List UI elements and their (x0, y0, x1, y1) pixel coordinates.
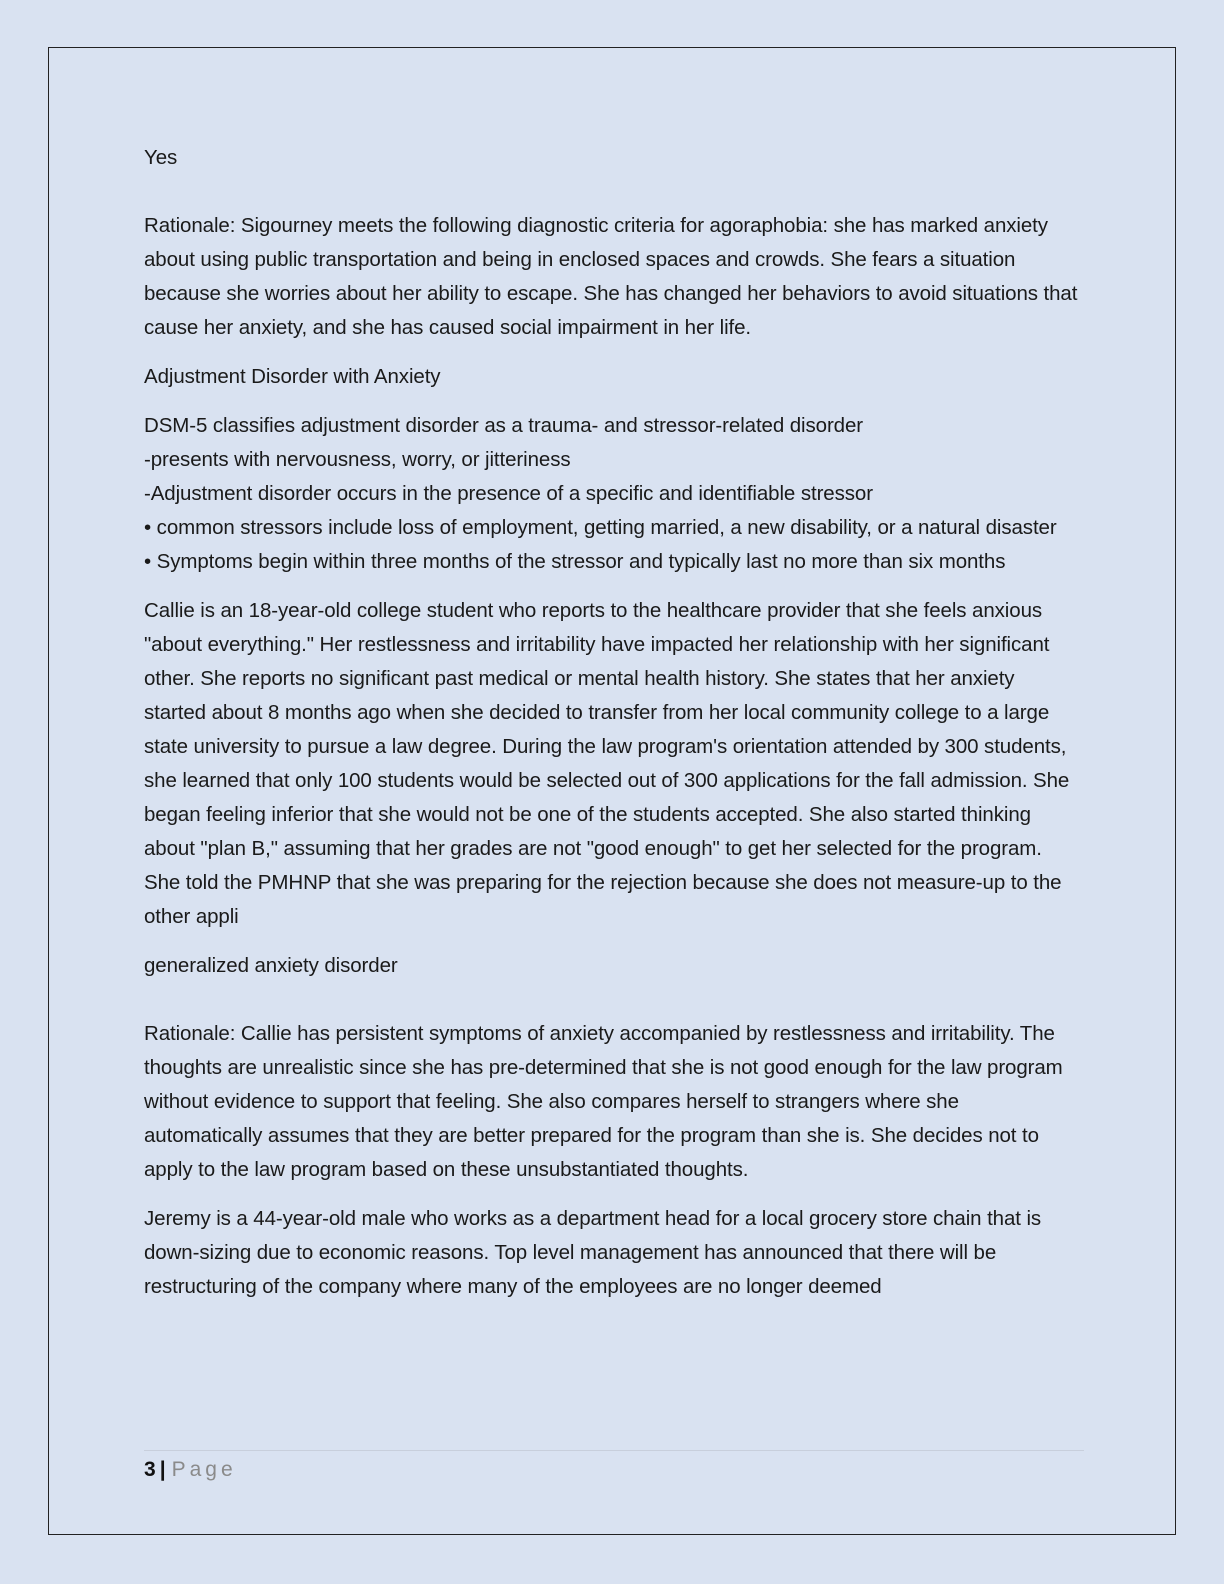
note-bullet: • Symptoms begin within three months of the stressor and typically last no more than six months (144, 550, 1006, 573)
page-label: Page (171, 1458, 237, 1481)
note-line: -Adjustment disorder occurs in the presence of a specific and identifiable stressor (144, 482, 873, 505)
case-callie: Callie is an 18-year-old college student who reports to the healthcare provider that she feels anxious "about everything." Her restlessness and irritability have impacted her relationship with her significant other. She reports no significant past medical or mental health history. She states that her anxiety started about 8 months ago when she decided to transfer from her local community college to a large state university to pursue a law degree. During the law program's orientation attended by 300 students, she learned that only 100 students would be selected out of 300 applications for the fall admission. She began feeling inferior that she would not be one of the students accepted. She also started thinking about "plan B," assuming that her grades are not "good enough" to get her selected for the program. She told the PMHNP that she was preparing for the rejection because she does not measure-up to the other appli (144, 599, 1070, 928)
adjustment-disorder-notes (144, 409, 1079, 579)
document-body (144, 141, 1079, 1304)
footer-divider (144, 1450, 1084, 1451)
diagnosis-gad: generalized anxiety disorder (144, 954, 398, 977)
page-number: 3 (144, 1458, 156, 1481)
rationale-sigourney: Rationale: Sigourney meets the following diagnostic criteria for agoraphobia: she has marked anxiety about using public transportation and being in enclosed spaces and crowds. She fears a situation because she worries about her ability to escape. She has changed her behaviors to avoid situations that cause her anxiety, and she has caused social impairment in her life. (144, 214, 1078, 339)
page-footer (144, 1455, 237, 1485)
rationale-callie: Rationale: Callie has persistent symptoms of anxiety accompanied by restlessness and irritability. The thoughts are unrealistic since she has pre-determined that she is not good enough for the law program without evidence to support that feeling. She also compares herself to strangers where she automatically assumes that they are better prepared for the program than she is. She decides not to apply to the law program based on these unsubstantiated thoughts. (144, 1022, 1063, 1181)
case-jeremy: Jeremy is a 44-year-old male who works as a department head for a local grocery store chain that is down-sizing due to economic reasons. Top level management has announced that there will be restructuring of the company where many of the employees are no longer deemed (144, 1207, 1042, 1298)
note-line: -presents with nervousness, worry, or jitteriness (144, 448, 571, 471)
note-line: DSM-5 classifies adjustment disorder as a trauma- and stressor-related disorder (144, 414, 863, 437)
note-bullet: • common stressors include loss of employment, getting married, a new disability, or a natural disaster (144, 516, 1057, 539)
answer-yes: Yes (144, 146, 178, 169)
diagnosis-heading-adjustment: Adjustment Disorder with Anxiety (144, 365, 441, 388)
footer-separator: | (159, 1458, 166, 1481)
